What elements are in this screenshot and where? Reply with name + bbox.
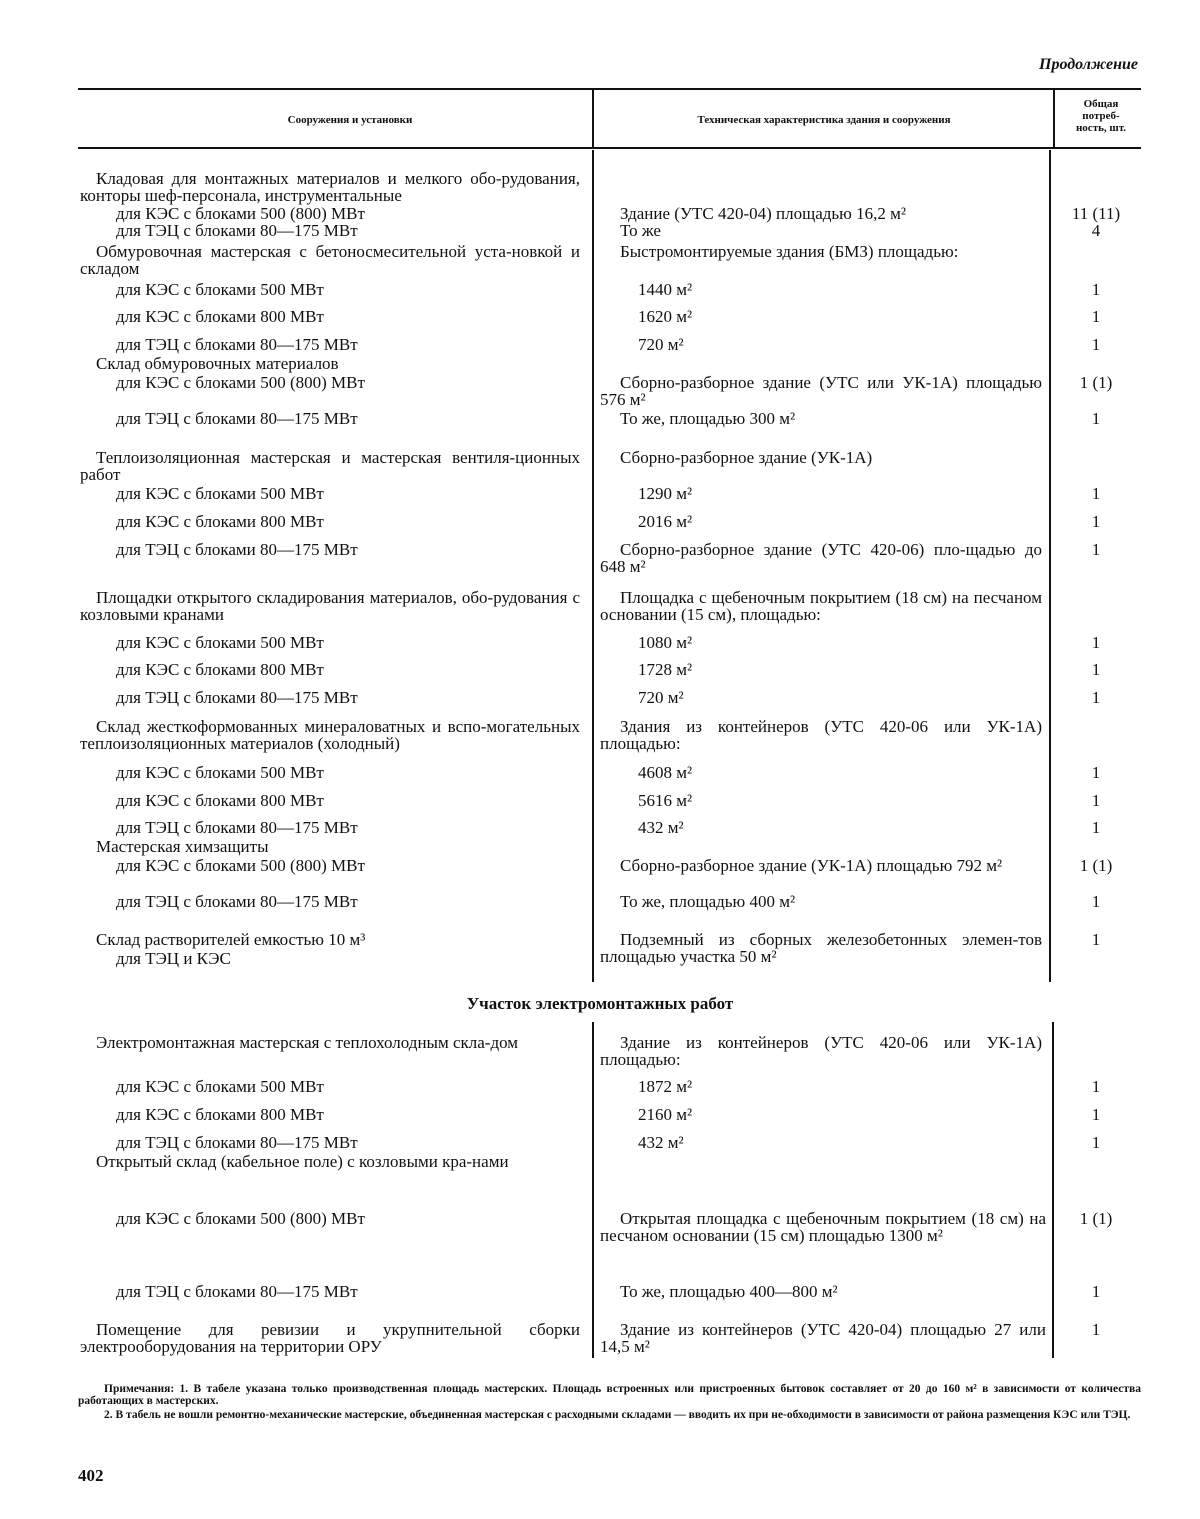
section-heading: Участок электромонтажных работ: [466, 994, 734, 1013]
table-cell: для КЭС с блоками 500 МВт: [116, 280, 324, 299]
header-structures: Сооружения и установки: [287, 114, 413, 126]
header-quantity-line-3: ность, шт.: [1075, 122, 1127, 134]
table-cell: для ТЭЦ с блоками 80—175 МВт: [116, 409, 358, 428]
table-cell: Склад обмуровочных материалов: [96, 354, 339, 373]
table-cell: 1: [1091, 660, 1101, 679]
column-divider-3: [592, 1022, 594, 1358]
table-cell: для КЭС с блоками 500 (800) МВт: [116, 1209, 365, 1228]
header-divider-2: [1053, 90, 1055, 147]
table-cell: 1: [1091, 540, 1101, 559]
table-cell: Сборно-разборное здание (УК-1А) площадью 792 м²: [620, 856, 1003, 875]
table-cell: То же, площадью 400—800 м²: [620, 1282, 838, 1301]
table-cell: для ТЭЦ с блоками 80—175 МВт: [116, 540, 358, 559]
table-cell: Быстромонтируемые здания (БМЗ) площадью:: [620, 242, 959, 261]
table-cell: Склад растворителей емкостью 10 м³: [96, 930, 366, 949]
header-quantity-line-1: Общая: [1083, 98, 1119, 110]
table-cell: 4: [1091, 221, 1101, 240]
table-cell: для ТЭЦ с блоками 80—175 МВт: [116, 1282, 358, 1301]
header-divider-1: [592, 90, 594, 147]
column-divider-2: [1049, 150, 1051, 982]
table-cell: 4608 м²: [638, 763, 693, 782]
table-cell: То же, площадью 400 м²: [620, 892, 796, 911]
header-quantity: [1058, 98, 1144, 134]
table-cell: 5616 м²: [638, 791, 693, 810]
table-cell: для КЭС с блоками 500 (800) МВт: [116, 204, 365, 223]
table-cell: 1: [1091, 484, 1101, 503]
table-cell: 1: [1091, 1133, 1101, 1152]
table-cell: для ТЭЦ с блоками 80—175 МВт: [116, 1133, 358, 1152]
table-cell: Площадки открытого складирования материалов, обо-рудования с козловыми кранами: [80, 588, 580, 624]
table-cell: Здание из контейнеров (УТС 420-04) площадью 27 или 14,5 м²: [600, 1320, 1046, 1356]
table-cell: Теплоизоляционная мастерская и мастерская вентиля-ционных работ: [80, 448, 580, 484]
table-cell: Сборно-разборное здание (УТС или УК-1А) площадью 576 м²: [600, 373, 1042, 409]
table-cell: для КЭС с блоками 800 МВт: [116, 307, 324, 326]
table-top-rule: [78, 88, 1141, 90]
table-cell: 1: [1091, 930, 1101, 949]
table-cell: для КЭС с блоками 800 МВт: [116, 660, 324, 679]
table-cell: 2160 м²: [638, 1105, 693, 1124]
continuation-label: Продолжение: [1039, 56, 1138, 73]
table-cell: Подземный из сборных железобетонных элемен-тов площадью участка 50 м²: [600, 930, 1042, 966]
table-cell: Здание из контейнеров (УТС 420-06 или УК-1А) площадью:: [600, 1033, 1042, 1069]
table-cell: для КЭС с блоками 500 (800) МВт: [116, 856, 365, 875]
page-number: 402: [78, 1466, 104, 1485]
table-cell: 1872 м²: [638, 1077, 693, 1096]
table-cell: Электромонтажная мастерская с теплохолодным скла-дом: [96, 1033, 519, 1052]
header-bottom-rule: [78, 147, 1141, 149]
table-cell: 1: [1091, 409, 1101, 428]
table-cell: Площадка с щебеночным покрытием (18 см) на песчаном основании (15 см), площадью:: [600, 588, 1042, 624]
table-cell: 1: [1091, 1077, 1101, 1096]
table-cell: для КЭС с блоками 500 МВт: [116, 484, 324, 503]
header-quantity-line-2: потреб-: [1082, 110, 1120, 122]
table-cell: для ТЭЦ и КЭС: [116, 949, 231, 968]
table-cell: 1080 м²: [638, 633, 693, 652]
column-divider-1: [592, 150, 594, 982]
table-cell: Кладовая для монтажных материалов и мелкого обо-рудования, конторы шеф-персонала, инструментальные: [80, 169, 580, 205]
table-cell: Открытый склад (кабельное поле) с козловыми кра-нами: [96, 1152, 509, 1171]
table-cell: Сборно-разборное здание (УК-1А): [620, 448, 873, 467]
table-cell: 1: [1091, 818, 1101, 837]
table-cell: 1: [1091, 1282, 1101, 1301]
table-cell: 1728 м²: [638, 660, 693, 679]
table-cell: Обмуровочная мастерская с бетоносмесительной уста-новкой и складом: [80, 242, 580, 278]
table-cell: для КЭС с блоками 800 МВт: [116, 512, 324, 531]
table-cell: 1: [1091, 892, 1101, 911]
table-cell: 432 м²: [638, 818, 684, 837]
table-cell: 1: [1091, 1105, 1101, 1124]
table-cell: Открытая площадка с щебеночным покрытием (18 см) на песчаном основании (15 см) площадью 1300 м²: [600, 1209, 1046, 1245]
table-cell: 720 м²: [638, 688, 684, 707]
table-cell: 1620 м²: [638, 307, 693, 326]
table-cell: для КЭС с блоками 800 МВт: [116, 1105, 324, 1124]
table-cell: 1: [1091, 633, 1101, 652]
note-2: 2. В табель не вошли ремонтно-механические мастерские, объединенная мастерская с расходными складами — вводить их при не-обходимости в зависимости от района размещения КЭС или ТЭЦ.: [104, 1409, 1131, 1421]
table-cell: для КЭС с блоками 500 МВт: [116, 1077, 324, 1096]
table-cell: 1: [1091, 763, 1101, 782]
table-cell: 1 (1): [1079, 856, 1113, 875]
table-cell: 1440 м²: [638, 280, 693, 299]
table-cell: 1: [1091, 307, 1101, 326]
table-cell: То же, площадью 300 м²: [620, 409, 796, 428]
table-cell: для КЭС с блоками 500 МВт: [116, 633, 324, 652]
table-cell: для КЭС с блоками 500 МВт: [116, 763, 324, 782]
table-cell: 1: [1091, 791, 1101, 810]
table-cell: для КЭС с блоками 500 (800) МВт: [116, 373, 365, 392]
table-cell: для ТЭЦ с блоками 80—175 МВт: [116, 892, 358, 911]
table-cell: Склад жесткоформованных минераловатных и вспо-могательных теплоизоляционных материалов (холодный): [80, 717, 580, 753]
table-cell: 1: [1091, 335, 1101, 354]
table-cell: 1: [1091, 512, 1101, 531]
table-cell: 2016 м²: [638, 512, 693, 531]
table-cell: Сборно-разборное здание (УТС 420-06) пло-щадью до 648 м²: [600, 540, 1042, 576]
table-cell: То же: [620, 221, 661, 240]
header-characteristics: Техническая характеристика здания и сооружения: [697, 114, 951, 126]
table-cell: 432 м²: [638, 1133, 684, 1152]
table-cell: Здания из контейнеров (УТС 420-06 или УК-1А) площадью:: [600, 717, 1042, 753]
table-cell: для ТЭЦ с блоками 80—175 МВт: [116, 818, 358, 837]
table-cell: Здание (УТС 420-04) площадью 16,2 м²: [620, 204, 906, 223]
table-cell: Помещение для ревизии и укрупнительной сборки электрооборудования на территории ОРУ: [80, 1320, 580, 1356]
table-cell: 1290 м²: [638, 484, 693, 503]
column-divider-4: [1052, 1022, 1054, 1358]
table-cell: 720 м²: [638, 335, 684, 354]
table-cell: для ТЭЦ с блоками 80—175 МВт: [116, 688, 358, 707]
note-1: Примечания: 1. В табеле указана только производственная площадь мастерских. Площадь встроенных или пристроенных бытовок составляет от 20 до 160 м² в зависимости от количества работающих в мастерских.: [78, 1383, 1141, 1407]
table-cell: 1: [1091, 280, 1101, 299]
table-cell: для ТЭЦ с блоками 80—175 МВт: [116, 221, 358, 240]
table-cell: Мастерская химзащиты: [96, 837, 269, 856]
table-cell: 1 (1): [1079, 373, 1113, 392]
table-cell: 1 (1): [1079, 1209, 1113, 1228]
table-cell: 11 (11): [1071, 204, 1121, 223]
table-cell: 1: [1091, 688, 1101, 707]
table-cell: 1: [1091, 1320, 1101, 1339]
table-cell: для КЭС с блоками 800 МВт: [116, 791, 324, 810]
table-cell: для ТЭЦ с блоками 80—175 МВт: [116, 335, 358, 354]
